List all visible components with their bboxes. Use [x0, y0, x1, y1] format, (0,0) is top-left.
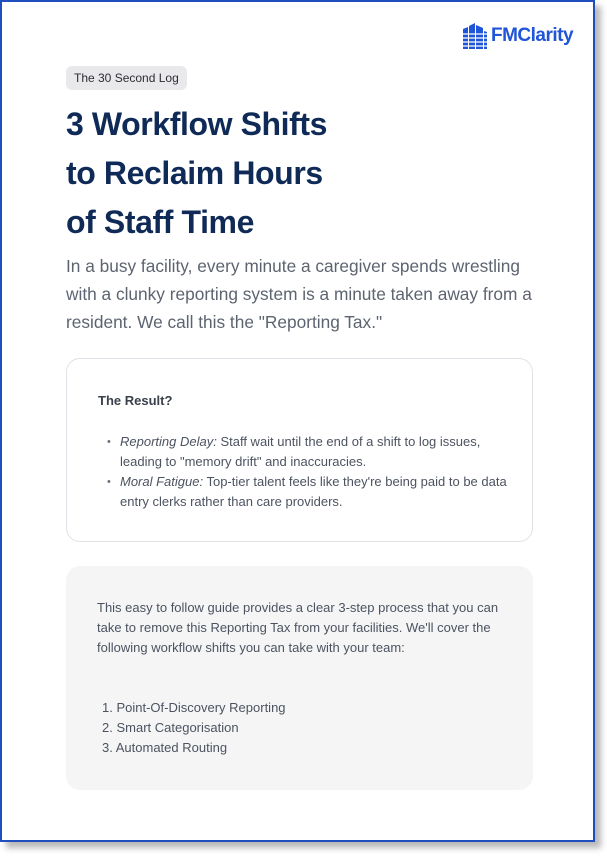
steps-list: [97, 698, 286, 758]
step-label: Automated Routing: [115, 740, 228, 755]
section-tag: The 30 Second Log: [66, 66, 187, 90]
step-number: 2.: [102, 720, 113, 735]
list-item-term: Moral Fatigue:: [120, 474, 204, 489]
list-item: [107, 472, 507, 512]
title-line: of Staff Time: [66, 204, 255, 240]
result-card: [66, 358, 533, 542]
building-logo-icon: [462, 22, 488, 50]
title-line: to Reclaim Hours: [66, 155, 323, 191]
brand-logo: [462, 22, 573, 50]
title-line: 3 Workflow Shifts: [66, 106, 328, 142]
list-item: [97, 738, 286, 758]
step-number: 1.: [102, 700, 113, 715]
list-item-term: Reporting Delay:: [120, 434, 217, 449]
result-heading: The Result?: [98, 393, 173, 408]
brand-name: FMClarity: [491, 25, 574, 46]
list-item-text: Top-tier talent feels like they're being paid to be data entry clerks rather than care providers.: [120, 474, 507, 509]
step-label: Point-Of-Discovery Reporting: [116, 700, 286, 715]
intro-paragraph: In a busy facility, every minute a caregiver spends wrestling with a clunky reporting system is a minute taken away from a resident. We call this the "Reporting Tax.": [66, 256, 532, 332]
list-item: [107, 432, 507, 472]
step-label: Smart Categorisation: [116, 720, 239, 735]
guide-paragraph: This easy to follow guide provides a clear 3-step process that you can take to remove this Reporting Tax from your facilities. We'll cover the following workflow shifts you can take with your team:: [97, 600, 499, 655]
guide-card: [66, 566, 533, 790]
step-number: 3.: [102, 740, 113, 755]
list-item: [97, 698, 286, 718]
page-title: [66, 100, 546, 247]
list-item-text: Staff wait until the end of a shift to log issues, leading to "memory drift" and inaccuracies.: [120, 434, 481, 469]
result-list: [107, 432, 507, 512]
list-item: [97, 718, 286, 738]
